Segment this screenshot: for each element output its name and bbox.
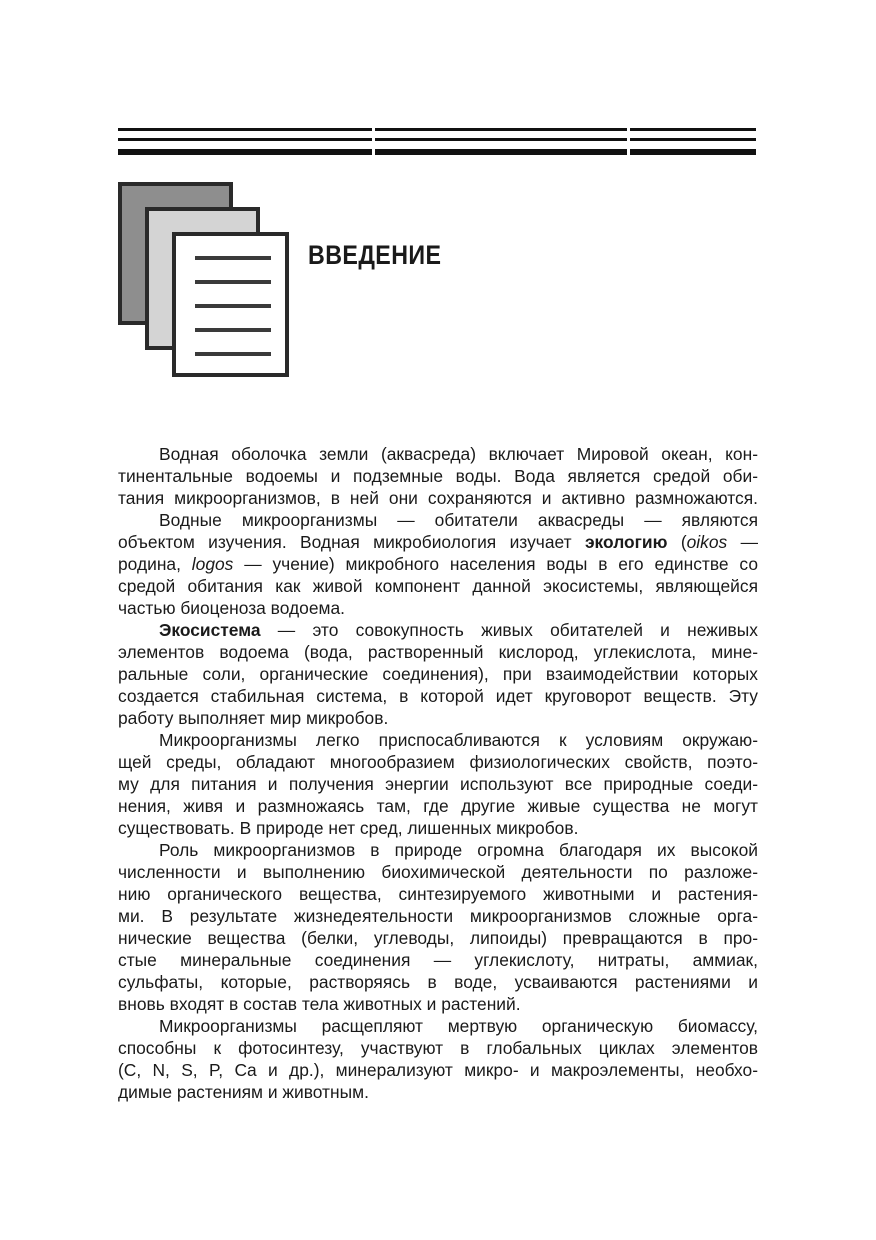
text-line: способны к фотосинтезу, участвуют в глобальных циклах элементов xyxy=(118,1038,758,1058)
text-line: создается стабильная система, в которой идет круговорот веществ. Эту xyxy=(118,686,758,706)
text-line: щей среды, обладают многообразием физиологических свойств, поэто- xyxy=(118,752,758,772)
text-line: элементов водоема (вода, растворенный кислород, углекислота, мине- xyxy=(118,642,758,662)
text-line: тания микроорганизмов, в ней они сохраняются и активно размножаются. xyxy=(118,488,758,508)
text-line: ми. В результате жизнедеятельности микроорганизмов сложные орга- xyxy=(118,906,758,926)
text-line: (C, N, S, P, Ca и др.), минерализуют микро- и макроэлементы, необхо- xyxy=(118,1060,758,1080)
text-line: средой обитания как живой компонент данной экосистемы, являющейся xyxy=(118,576,758,596)
text-line: вновь входят в состав тела животных и растений. xyxy=(118,994,521,1014)
term-ecosystem: Экосистема xyxy=(159,620,261,640)
header-rule-bottom xyxy=(118,149,756,155)
text-line: нию органического вещества, синтезируемого животными и растения- xyxy=(118,884,758,904)
document-line xyxy=(195,256,271,260)
term-logos: logos xyxy=(191,554,234,574)
term-ecology: экологию xyxy=(584,532,668,552)
text-line: родина, logos — учение) микробного населения воды в его единстве со xyxy=(118,554,758,574)
text-line: частью биоценоза водоема. xyxy=(118,598,345,618)
text-line: ральные соли, органические соединения), при взаимодействии которых xyxy=(118,664,758,684)
document-line xyxy=(195,352,271,356)
document-line xyxy=(195,328,271,332)
text-line: димые растениям и животным. xyxy=(118,1082,369,1102)
text-line: нения, живя и размножаясь там, где другие живые существа не могут xyxy=(118,796,758,816)
document-line xyxy=(195,280,271,284)
document-icon xyxy=(172,232,289,377)
text-line: Водная оболочка земли (аквасреда) включает Мировой океан, кон- xyxy=(159,444,758,464)
text-line: му для питания и получения энергии используют все природные соеди- xyxy=(118,774,758,794)
text-line: Роль микроорганизмов в природе огромна благодаря их высокой xyxy=(159,840,758,860)
text-line: Микроорганизмы легко приспосабливаются к условиям окружаю- xyxy=(159,730,758,750)
header-rule-gap xyxy=(627,125,630,157)
text-line: существовать. В природе нет сред, лишенных микробов. xyxy=(118,818,579,838)
body-text xyxy=(118,443,758,1103)
header-rule-gap xyxy=(372,125,375,157)
header-rule-middle xyxy=(118,138,756,141)
text-line: Микроорганизмы расщепляют мертвую органическую биомассу, xyxy=(159,1016,758,1036)
term-oikos: oikos xyxy=(686,532,728,552)
text-line: Водные микроорганизмы — обитатели аквасреды — являются xyxy=(159,510,758,530)
text-line: тинентальные водоемы и подземные воды. Вода является средой оби- xyxy=(118,466,758,486)
text-line: численности и выполнению биохимической деятельности по разложе- xyxy=(118,862,758,882)
text-line: нические вещества (белки, углеводы, липоиды) превращаются в про- xyxy=(118,928,758,948)
text-line: объектом изучения. Водная микробиология изучает экологию (oikos — xyxy=(118,532,758,552)
text-line: стые минеральные соединения — углекислоту, нитраты, аммиак, xyxy=(118,950,758,970)
document-line xyxy=(195,304,271,308)
text-line: сульфаты, которые, растворяясь в воде, усваиваются растениями и xyxy=(118,972,758,992)
chapter-title: ВВЕДЕНИЕ xyxy=(308,240,442,270)
header-rule-top xyxy=(118,128,756,131)
text-line: Экосистема — это совокупность живых обитателей и неживых xyxy=(159,620,758,640)
text-line: работу выполняет мир микробов. xyxy=(118,708,389,728)
